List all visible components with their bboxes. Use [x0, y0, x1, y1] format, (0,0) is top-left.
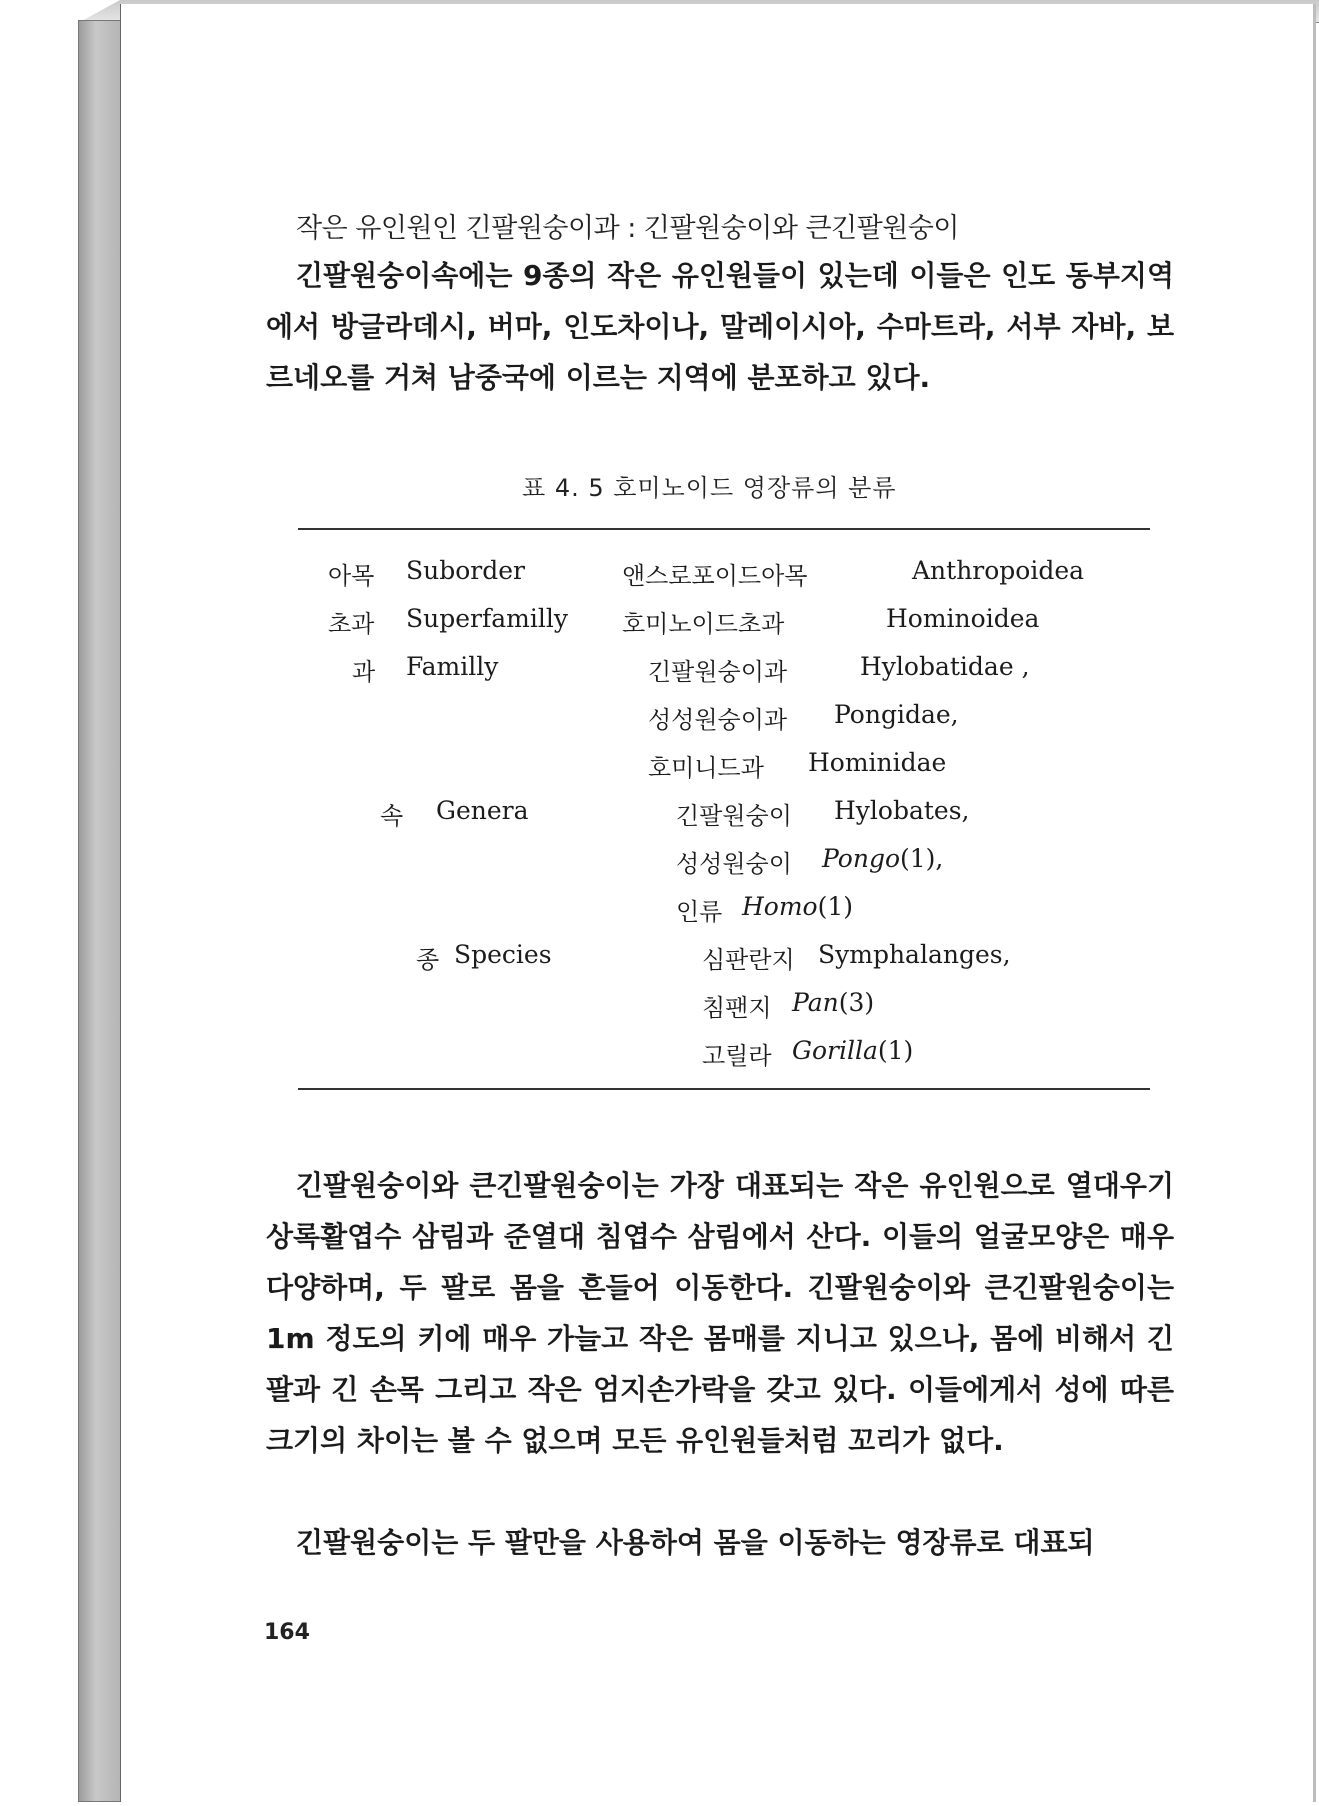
genus-1-en: Hylobates, [834, 796, 970, 825]
family-2-en: Pongidae, [834, 700, 959, 729]
genus-2-en: Pongo [822, 844, 901, 873]
paragraph-3 [266, 1517, 1174, 1568]
family-en: Familly [406, 652, 499, 681]
genus-3-latin [742, 892, 853, 921]
species-en: Species [454, 940, 552, 969]
suborder-value-ko: 앤스로포이드아목 [622, 562, 808, 590]
genus-2-ko: 성성원숭이 [676, 850, 792, 878]
species-3-ko: 고릴라 [702, 1042, 772, 1070]
species-2-latin [792, 988, 874, 1017]
species-3-count: (1) [877, 1036, 914, 1065]
superfamily-en: Superfamilly [406, 604, 568, 633]
family-2-ko: 성성원숭이과 [648, 706, 788, 734]
species-1-ko: 심판란지 [702, 946, 795, 974]
table-caption: 표 4. 5 호미노이드 영장류의 분류 [522, 474, 897, 502]
genus-2-count: (1), [900, 844, 944, 873]
family-ko: 과 [352, 658, 376, 686]
table-bottom-rule [298, 1088, 1150, 1090]
superfamily-value-ko: 호미노이드초과 [622, 610, 785, 638]
species-2-ko: 침팬지 [702, 994, 772, 1022]
species-ko: 종 [416, 946, 440, 974]
paragraph-1-text: 긴팔원숭이속에는 9종의 작은 유인원들이 있는데 이들은 인도 동부지역에서 방글라데시, 버마, 인도차이나, 말레이시아, 수마트라, 서부 자바, 보르네오를 거쳐 남중국에 이르는 지역에 분포하고 있다. [266, 259, 1174, 394]
page-number: 164 [264, 1620, 310, 1645]
genera-en: Genera [436, 796, 529, 825]
species-2-en: Pan [792, 988, 839, 1017]
paragraph-1 [266, 250, 1174, 403]
family-1-ko: 긴팔원숭이과 [648, 658, 788, 686]
paragraph-2 [266, 1160, 1174, 1466]
species-3-en: Gorilla [792, 1036, 878, 1065]
superfamily-value-en: Hominoidea [886, 604, 1040, 633]
suborder-en: Suborder [406, 556, 525, 585]
species-3-latin [792, 1036, 913, 1065]
species-2-count: (3) [838, 988, 875, 1017]
paragraph-2-text: 긴팔원숭이와 큰긴팔원숭이는 가장 대표되는 작은 유인원으로 열대우기 상록활엽수 삼림과 준열대 침엽수 삼림에서 산다. 이들의 얼굴모양은 매우 다양하며, 두 팔로 몸을 흔들어 이동한다. 긴팔원숭이와 큰긴팔원숭이는 1m 정도의 키에 매우 가늘고 작은 몸매를 지니고 있으나, 몸에 비해서 긴 팔과 긴 손목 그리고 작은 엄지손가락을 갖고 있다. 이들에게서 성에 따른 크기의 차이는 볼 수 없으며 모든 유인원들처럼 꼬리가 없다. [266, 1169, 1174, 1457]
genus-3-ko: 인류 [676, 898, 723, 926]
species-1-en: Symphalanges, [818, 940, 1011, 969]
book-spine [78, 20, 122, 1802]
genus-2-latin [822, 844, 943, 873]
family-1-en: Hylobatidae , [860, 652, 1030, 681]
genus-1-ko: 긴팔원숭이 [676, 802, 792, 830]
suborder-value-en: Anthropoidea [912, 556, 1085, 585]
section-heading: 작은 유인원인 긴팔원숭이과 : 긴팔원숭이와 큰긴팔원숭이 [296, 213, 959, 244]
superfamily-ko: 초과 [328, 610, 375, 638]
family-3-ko: 호미니드과 [648, 754, 764, 782]
suborder-ko: 아목 [328, 562, 375, 590]
table-top-rule [298, 528, 1150, 530]
family-3-en: Hominidae [808, 748, 947, 777]
genus-3-en: Homo [742, 892, 818, 921]
genera-ko: 속 [380, 802, 404, 830]
paragraph-3-text: 긴팔원숭이는 두 팔만을 사용하여 몸을 이동하는 영장류로 대표되 [296, 1526, 1095, 1559]
genus-3-count: (1) [817, 892, 854, 921]
